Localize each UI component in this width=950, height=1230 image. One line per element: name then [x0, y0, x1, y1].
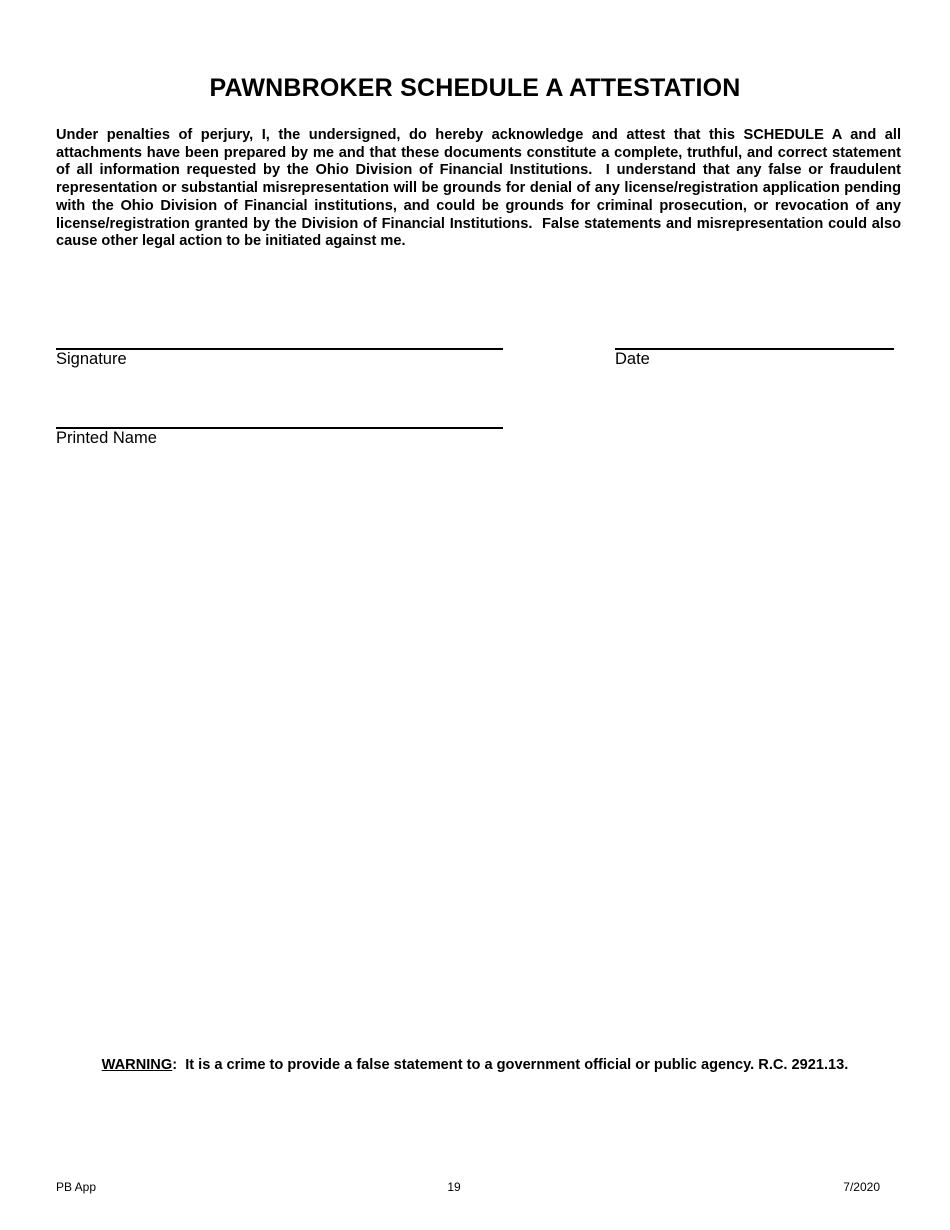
footer-left: PB App [56, 1180, 97, 1194]
warning-notice [0, 1057, 950, 1073]
footer-date: 7/2020 [843, 1180, 880, 1194]
signature-label: Signature [56, 350, 127, 368]
warning-separator: : [172, 1057, 178, 1073]
date-label: Date [615, 350, 650, 368]
page-number: 19 [447, 1180, 461, 1194]
printed-name-label: Printed Name [56, 429, 157, 447]
date-line[interactable] [615, 348, 894, 350]
page-title: PAWNBROKER SCHEDULE A ATTESTATION [209, 74, 741, 102]
warning-label: WARNING [101, 1057, 173, 1073]
attestation-paragraph: Under penalties of perjury, I, the undersigned, do hereby acknowledge and attest that this SCHEDULE A and all attachments have been prepared by me and that these documents constitute a complete, truthful, and correct statement of all information requested by the Ohio Division of Financial Institutions. I understand that any false or fraudulent representation or substantial misrepresentation will be grounds for denial of any license/registration application pending with the Ohio Division of Financial institutions, and could be grounds for criminal prosecution, or revocation of any license/registration granted by the Division of Financial Institutions. False statements and misrepresentation could also cause other legal action to be initiated against me. [56, 127, 906, 250]
warning-text: It is a crime to provide a false statement to a government official or public agency. R.C. 2921.13. [185, 1057, 849, 1073]
